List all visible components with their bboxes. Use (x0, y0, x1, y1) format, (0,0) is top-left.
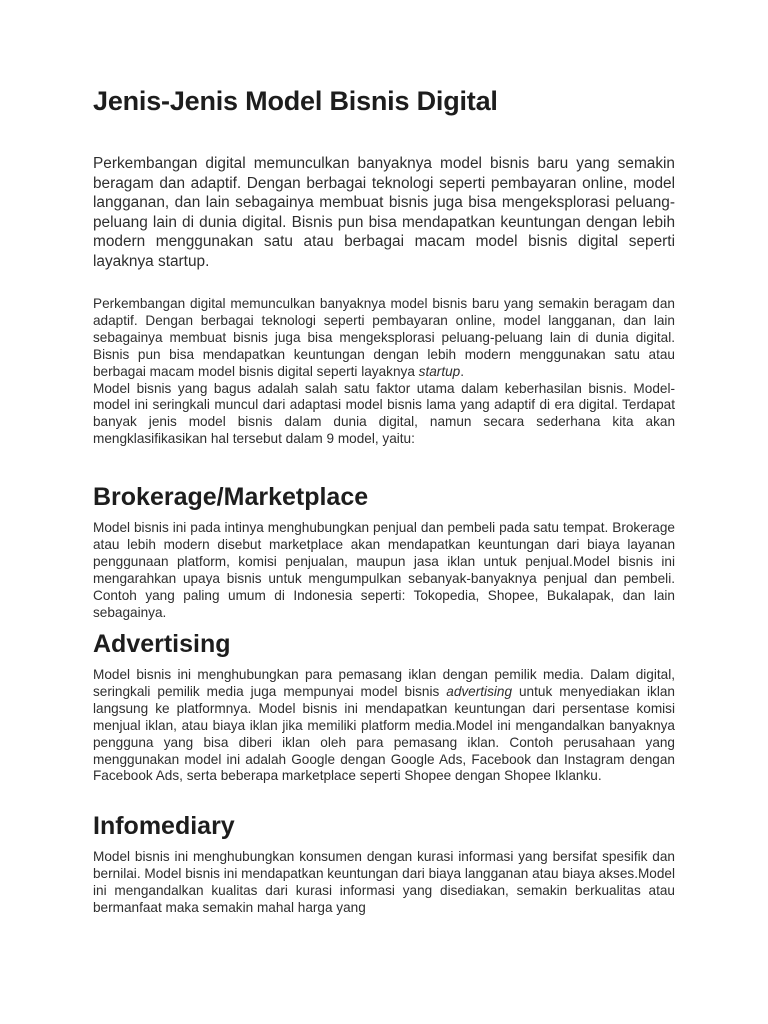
intro-paragraph-large: Perkembangan digital memunculkan banyaknya model bisnis baru yang semakin beragam dan adaptif. Dengan berbagai teknologi seperti pembayaran online, model langganan, dan lain sebagainya membuat bisnis juga bisa mengeksplorasi peluang-peluang lain di dunia digital. Bisnis pun bisa mendapatkan keuntungan dengan lebih modern menggunakan satu atau berbagai macam model bisnis digital seperti layaknya startup. (93, 155, 675, 270)
intro-block (93, 296, 675, 448)
intro-paragraph-1-text: Perkembangan digital memunculkan banyaknya model bisnis baru yang semakin beragam dan adaptif. Dengan berbagai teknologi seperti pembayaran online, model langganan, dan lain sebagainya membuat bisnis juga bisa mengeksplorasi peluang-peluang lain di dunia digital. Bisnis pun bisa mendapatkan keuntungan dengan lebih modern menggunakan satu atau berbagai macam model bisnis digital seperti layaknya (93, 296, 675, 379)
section-body-advertising (93, 667, 675, 785)
document-title: Jenis-Jenis Model Bisnis Digital (93, 86, 498, 116)
section-body-advertising-after: untuk menyediakan iklan langsung ke platformnya. Model bisnis ini mendapatkan keuntungan dari persentase komisi menjual iklan, atau biaya iklan jika memiliki platform media.Model ini mengandalkan banyaknya pengguna yang bisa diberi iklan oleh para pemasang iklan. Contoh perusahaan yang menggunakan model ini adalah Google dengan Google Ads, Facebook dan Instagram dengan Facebook Ads, serta beberapa marketplace seperti Shopee dengan Shopee Iklanku. (93, 683, 675, 784)
section-heading-advertising: Advertising (93, 630, 231, 658)
section-body-brokerage: Model bisnis ini pada intinya menghubungkan penjual dan pembeli pada satu tempat. Brokerage atau lebih modern disebut marketplace akan mendapatkan keuntungan dari biaya layanan penggunaan platform, komisi penjualan, maupun jasa iklan untuk penjual.Model bisnis ini mengarahkan upaya bisnis untuk mengumpulkan sebanyak-banyaknya penjual dan pembeli. Contoh yang paling umum di Indonesia seperti: Tokopedia, Shopee, Bukalapak, dan lain sebagainya. (93, 520, 675, 620)
intro-paragraph-1 (93, 296, 675, 381)
intro-paragraph-1-end: . (460, 363, 465, 379)
section-body-advertising-italic: advertising (446, 683, 513, 699)
intro-paragraph-1-italic: startup (418, 363, 461, 379)
section-heading-brokerage: Brokerage/Marketplace (93, 483, 369, 511)
section-heading-infomediary: Infomediary (93, 812, 235, 840)
section-body-infomediary: Model bisnis ini menghubungkan konsumen dengan kurasi informasi yang bersifat spesifik dan bernilai. Model bisnis ini mendapatkan keuntungan dari biaya langganan atau biaya akses.Model ini mengandalkan kualitas dari kurasi informasi yang disediakan, semakin berkualitas atau bermanfaat maka semakin mahal harga yang (93, 849, 675, 915)
intro-paragraph-2: Model bisnis yang bagus adalah salah satu faktor utama dalam keberhasilan bisnis. Model-model ini seringkali muncul dari adaptasi model bisnis lama yang adaptif di era digital. Terdapat banyak jenis model bisnis dalam dunia digital, namun secara sederhana kita akan mengklasifikasikan hal tersebut dalam 9 model, yaitu: (93, 380, 675, 447)
section-body-advertising-before: Model bisnis ini menghubungkan para pemasang iklan dengan pemilik media. Dalam digital, seringkali pemilik media juga mempunyai model bisnis (93, 667, 675, 699)
